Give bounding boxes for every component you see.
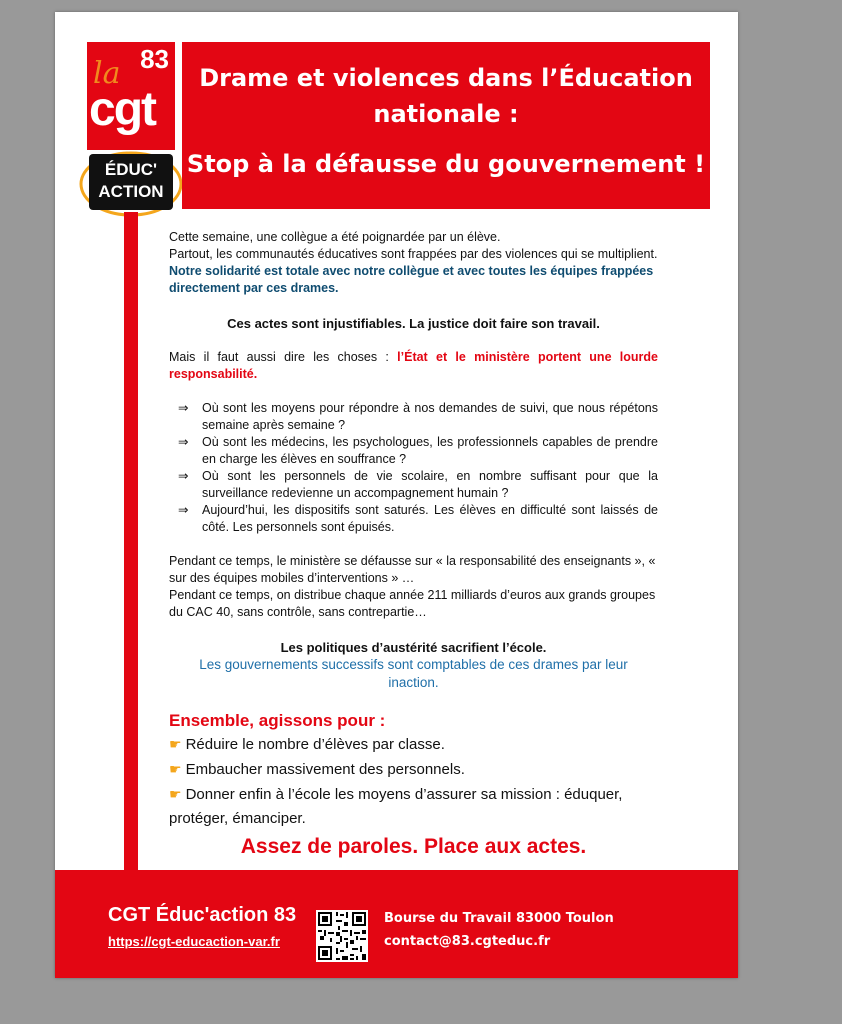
list-item (169, 732, 658, 757)
questions-list (169, 400, 658, 536)
logo-la: la (93, 56, 121, 91)
logo-cgt: cgt (89, 83, 155, 136)
responsibility-paragraph (169, 349, 658, 383)
list-item (169, 468, 658, 502)
logo-number: 83 (140, 44, 169, 74)
title-line-2: Stop à la défausse du gouvernement ! (186, 150, 706, 178)
meanwhile-paragraph-1: Pendant ce temps, le ministère se défausse sur « la responsabilité des enseignants », « sur des équipes mobiles d’interventions » … (169, 554, 656, 585)
intro-line-1: Cette semaine, une collègue a été poignardée par un élève. (169, 230, 501, 244)
arrow-icon: ⇒ (178, 469, 189, 483)
list-item-text: Aujourd’hui, les dispositifs sont saturés. Les élèves en difficulté sont laissés de côté. Les personnels sont épuisés. (202, 503, 658, 534)
pointing-hand-icon: ☛ (169, 786, 182, 802)
list-item (169, 782, 658, 831)
pointing-hand-icon: ☛ (169, 736, 182, 752)
action-text: Donner enfin à l’école les moyens d’assurer sa mission : éduquer, protéger, émanciper. (169, 786, 623, 827)
arrow-icon: ⇒ (178, 503, 189, 517)
footer-org-name: CGT Éduc'action 83 (108, 904, 297, 926)
logo-educ: ÉDUC' (104, 160, 158, 179)
leaflet-body (169, 229, 658, 861)
logo-black-block (89, 154, 173, 210)
list-item-text: Où sont les médecins, les psychologues, les professionnels capables de prendre en charge les élèves en souffrance ? (202, 435, 658, 466)
website-link[interactable]: https://cgt-educaction-var.fr (108, 934, 280, 949)
responsibility-emphasis: l’État et le ministère portent une lourde responsabilité. (169, 350, 659, 381)
unjustifiable-statement: Ces actes sont injustifiables. La justice doit faire son travail. (227, 316, 600, 331)
pointing-hand-icon: ☛ (169, 761, 182, 777)
list-item (169, 400, 658, 434)
document-page (55, 12, 738, 978)
footer-banner (55, 870, 738, 978)
intro-line-2: Partout, les communautés éducatives sont frappées par des violences qui se multiplient. (169, 247, 658, 261)
qr-code-icon (316, 910, 368, 962)
title-banner (182, 42, 710, 209)
list-item (169, 757, 658, 782)
logo-red-block (87, 42, 175, 150)
list-item (169, 434, 658, 468)
cgt-educaction-logo (87, 42, 175, 212)
title-line-1: Drame et violences dans l’Éducation nationale : (199, 64, 693, 128)
governments-statement: Les gouvernements successifs sont comptables de ces drames par leur inaction. (199, 657, 628, 690)
action-text: Réduire le nombre d’élèves par classe. (185, 736, 445, 753)
slogan: Assez de paroles. Place aux actes. (240, 835, 587, 858)
action-text: Embaucher massivement des personnels. (185, 761, 465, 778)
austerity-statement: Les politiques d’austérité sacrifient l’école. (280, 640, 547, 655)
solidarity-statement: Notre solidarité est totale avec notre collègue et avec toutes les équipes frappées directement par ces drames. (169, 264, 654, 295)
arrow-icon: ⇒ (178, 435, 189, 449)
logo-action: ACTION (98, 182, 164, 201)
arrow-icon: ⇒ (178, 401, 189, 415)
list-item-text: Où sont les moyens pour répondre à nos demandes de suivi, que nous répétons semaine après semaine ? (202, 401, 658, 432)
list-item (169, 502, 658, 536)
meanwhile-paragraph-2: Pendant ce temps, on distribue chaque année 211 milliards d’euros aux grands groupes du CAC 40, sans contrôle, sans contrepartie… (169, 588, 656, 619)
list-item-text: Où sont les personnels de vie scolaire, en nombre suffisant pour que la surveillance redevienne un accompagnement humain ? (202, 469, 658, 500)
actions-list (169, 732, 658, 831)
footer-email[interactable]: contact@83.cgteduc.fr (384, 934, 551, 949)
ensemble-heading: Ensemble, agissons pour : (169, 711, 386, 730)
responsibility-prefix: Mais il faut aussi dire les choses : (169, 350, 398, 364)
left-red-bar (124, 212, 138, 874)
footer-address: Bourse du Travail 83000 Toulon (384, 911, 614, 926)
